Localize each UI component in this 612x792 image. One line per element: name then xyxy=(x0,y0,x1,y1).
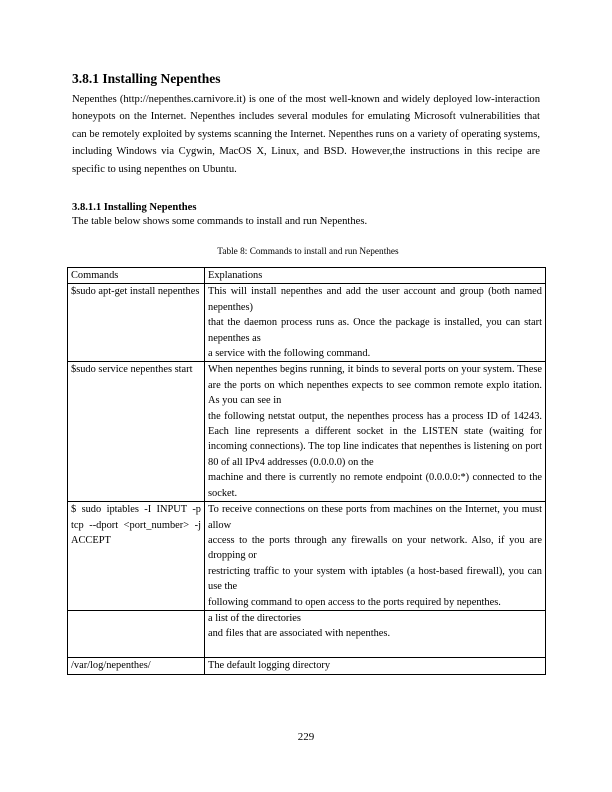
command-cell: $ sudo iptables -I INPUT -p tcp --dport <port_number> -j ACCEPT xyxy=(68,502,205,611)
header-commands: Commands xyxy=(68,268,205,284)
table-header-row xyxy=(68,268,546,284)
explanation-cell xyxy=(205,284,546,362)
command-cell xyxy=(68,610,205,657)
table-caption: Table 8: Commands to install and run Nepenthes xyxy=(217,247,399,257)
explanation-line: the following netstat output, the nepenthes process has a process ID of 14243. Each line represents a different socket in the LISTEN state (waiting for incoming connections). The top line indicates that nepenthes is listening on port 80 of all IPv4 addresses (0.0.0.0) on the xyxy=(208,410,542,468)
explanation-line: This will install nepenthes and add the user account and group (both named nepenthes) xyxy=(208,286,542,313)
command-cell: $sudo apt-get install nepenthes xyxy=(68,284,205,362)
table-row xyxy=(68,284,546,362)
explanation-line: and files that are associated with nepenthes. xyxy=(208,628,391,640)
explanation-line: The default logging directory xyxy=(208,660,331,672)
section-paragraph: Nepenthes (http://nepenthes.carnivore.it) is one of the most well-known and widely deployed low-interaction honeypots on the Internet. Nepenthes includes several modules for emulating Microsoft vulnerabilities that can be remotely exploited by systems scanning the Internet. Nepenthes runs on a variety of operating systems, including Windows via Cygwin, MacOS X, Linux, and BSD. However,the instructions in this recipe are specific to using nepenthes on Ubuntu. xyxy=(72,94,540,175)
subsection-intro: The table below shows some commands to install and run Nepenthes. xyxy=(72,216,368,227)
explanation-line: following command to open access to the ports required by nepenthes. xyxy=(208,596,501,608)
section-heading: 3.8.1 Installing Nepenthes xyxy=(72,71,221,86)
explanation-line: that the daemon process runs as. Once the package is installed, you can start nepenthes as xyxy=(208,317,542,344)
explanation-cell xyxy=(205,610,546,657)
explanation-line xyxy=(208,642,542,657)
command-cell: $sudo service nepenthes start xyxy=(68,362,205,502)
explanation-line: To receive connections on these ports from machines on the Internet, you must allow xyxy=(208,504,542,531)
explanation-line: a service with the following command. xyxy=(208,348,371,360)
explanation-line: When nepenthes begins running, it binds to several ports on your system. These are the ports on which nepenthes expects to see common remote explo itation. As you can see in xyxy=(208,364,542,407)
explanation-cell xyxy=(205,658,546,674)
explanation-line: access to the ports through any firewalls on your network. Also, if you are dropping or xyxy=(208,534,542,562)
table-row xyxy=(68,362,546,502)
subsection-heading: 3.8.1.1 Installing Nepenthes xyxy=(72,202,197,213)
commands-table xyxy=(67,267,546,675)
table-row xyxy=(68,502,546,611)
explanation-line: machine and there is currently no remote endpoint (0.0.0.0:*) connected to the socket. xyxy=(208,472,542,499)
explanation-cell xyxy=(205,502,546,611)
explanation-line: restricting traffic to your system with iptables (a host-based firewall), you can use the xyxy=(208,565,542,593)
explanation-cell xyxy=(205,362,546,502)
table-row xyxy=(68,658,546,674)
command-cell: /var/log/nepenthes/ xyxy=(68,658,205,674)
header-explanations: Explanations xyxy=(205,268,546,284)
page-number: 229 xyxy=(297,731,315,743)
table-row xyxy=(68,610,546,657)
explanation-line: a list of the directories xyxy=(208,612,301,624)
